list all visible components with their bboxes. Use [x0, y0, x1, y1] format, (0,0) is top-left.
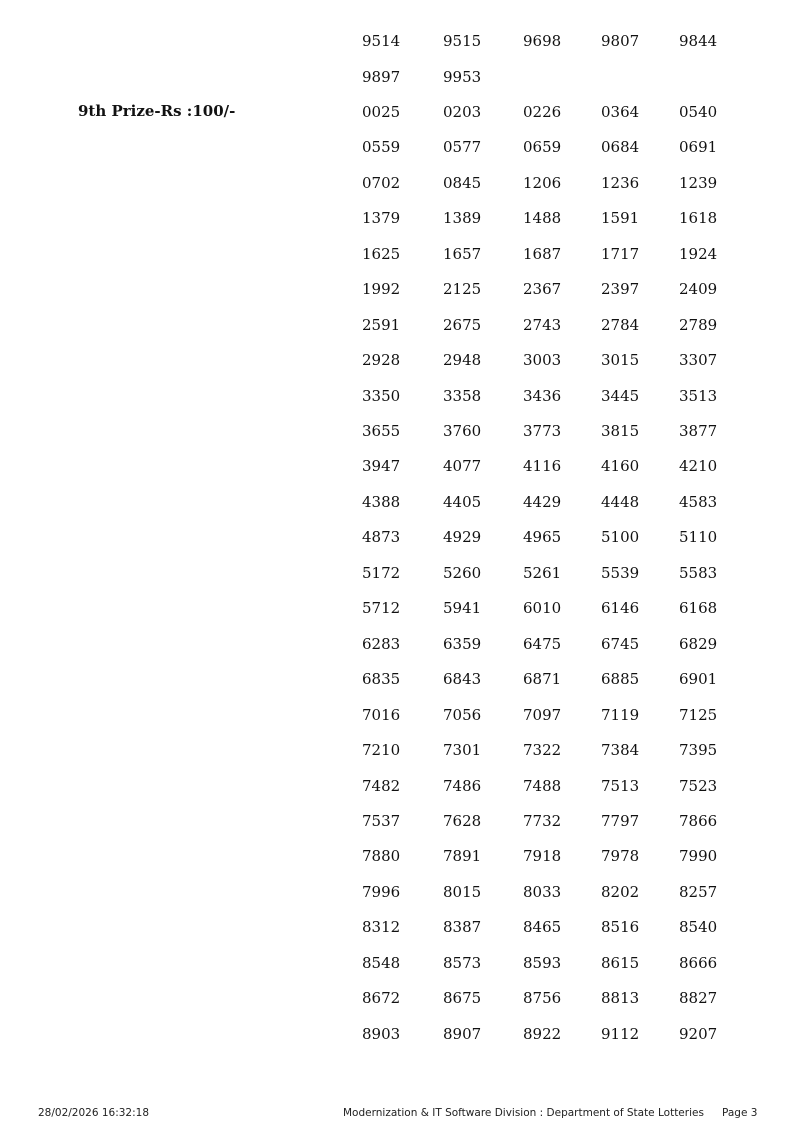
winning-number: 7482 — [362, 776, 401, 795]
winning-number: 2675 — [443, 315, 482, 334]
winning-number: 2591 — [362, 315, 401, 334]
winning-number: 1379 — [362, 209, 401, 228]
winning-number: 6475 — [523, 634, 562, 653]
number-row — [0, 315, 800, 335]
winning-number: 2397 — [601, 280, 640, 299]
winning-number: 1591 — [601, 209, 640, 228]
winning-number: 9514 — [362, 32, 401, 50]
number-row — [0, 846, 800, 866]
winning-number: 8540 — [679, 918, 718, 937]
winning-number: 6871 — [523, 670, 562, 689]
winning-number: 6146 — [601, 599, 640, 618]
winning-number: 9844 — [679, 32, 718, 50]
winning-number: 7301 — [443, 741, 482, 759]
number-row — [0, 598, 800, 618]
winning-number: 8387 — [443, 918, 482, 937]
winning-number: 9698 — [523, 32, 562, 50]
number-row — [0, 1024, 800, 1044]
winning-number: 6010 — [523, 599, 562, 618]
winning-number: 0577 — [443, 138, 482, 157]
prize-label: 9th Prize-Rs :100/- — [78, 102, 236, 120]
footer-timestamp: 28/02/2026 16:32:18 — [38, 1107, 150, 1119]
winning-number: 9207 — [679, 1024, 718, 1043]
winning-number: 8202 — [601, 882, 640, 901]
winning-number: 3436 — [523, 386, 562, 405]
winning-number: 6283 — [362, 634, 401, 653]
winning-number: 3445 — [601, 386, 640, 405]
winning-number: 3513 — [679, 386, 718, 405]
winning-number: 8675 — [443, 989, 482, 1008]
winning-number: 4077 — [443, 457, 482, 476]
winning-number: 7210 — [362, 741, 401, 759]
winning-number: 1236 — [601, 173, 640, 192]
number-row — [0, 456, 800, 476]
winning-number: 7978 — [601, 847, 640, 866]
winning-number: 8922 — [523, 1024, 562, 1043]
winning-number: 7523 — [679, 776, 718, 795]
winning-number: 6885 — [601, 670, 640, 689]
winning-number: 5583 — [679, 563, 718, 582]
number-row — [0, 421, 800, 441]
winning-number: 7125 — [679, 705, 718, 724]
winning-number: 8573 — [443, 953, 482, 972]
winning-number: 6835 — [362, 670, 401, 689]
winning-number: 3350 — [362, 386, 401, 405]
winning-number: 4583 — [679, 492, 718, 511]
winning-number: 5712 — [362, 599, 401, 618]
winning-number: 8907 — [443, 1024, 482, 1043]
winning-number: 7996 — [362, 882, 401, 901]
winning-number: 3760 — [443, 422, 482, 440]
winning-number: 5941 — [443, 599, 482, 618]
winning-number: 4388 — [362, 492, 401, 511]
winning-number: 7322 — [523, 741, 562, 759]
winning-number: 5539 — [601, 563, 640, 582]
winning-number: 8257 — [679, 882, 718, 901]
winning-number: 1618 — [679, 209, 718, 228]
number-row — [0, 386, 800, 406]
winning-number: 7537 — [362, 811, 401, 830]
winning-number: 4965 — [523, 528, 562, 547]
footer-page-number: Page 3 — [722, 1107, 758, 1119]
winning-number: 6359 — [443, 634, 482, 653]
winning-number: 5261 — [523, 563, 562, 582]
winning-number: 1717 — [601, 244, 640, 263]
winning-number: 9807 — [601, 32, 640, 50]
winning-number: 6829 — [679, 634, 718, 653]
winning-number: 0659 — [523, 138, 562, 157]
winning-number: 2409 — [679, 280, 718, 299]
winning-number: 3003 — [523, 351, 562, 370]
winning-number: 7488 — [523, 776, 562, 795]
winning-number: 2948 — [443, 351, 482, 370]
winning-number: 2784 — [601, 315, 640, 334]
number-row — [0, 208, 800, 228]
number-row — [0, 67, 800, 87]
footer-division: Modernization & IT Software Division : Department of State Lotteries — [343, 1107, 704, 1119]
winning-number: 0684 — [601, 138, 640, 157]
winning-number: 7797 — [601, 811, 640, 830]
number-row — [0, 882, 800, 902]
winning-number: 9515 — [443, 32, 482, 50]
winning-number: 5110 — [679, 528, 718, 547]
winning-number: 0364 — [601, 102, 640, 121]
winning-number: 7486 — [443, 776, 482, 795]
winning-number: 4116 — [523, 457, 562, 476]
number-row — [0, 350, 800, 370]
winning-number: 8756 — [523, 989, 562, 1008]
winning-number: 8033 — [523, 882, 562, 901]
number-row — [0, 244, 800, 264]
winning-number: 4929 — [443, 528, 482, 547]
winning-number: 7732 — [523, 811, 562, 830]
winning-number: 2928 — [362, 351, 401, 370]
winning-number: 6901 — [679, 670, 718, 689]
winning-number: 1239 — [679, 173, 718, 192]
winning-number: 5260 — [443, 563, 482, 582]
winning-number: 7918 — [523, 847, 562, 866]
winning-number: 3877 — [679, 422, 718, 440]
winning-number: 2367 — [523, 280, 562, 299]
winning-number: 8593 — [523, 953, 562, 972]
winning-number: 2125 — [443, 280, 482, 299]
number-row — [0, 102, 800, 122]
winning-number: 3307 — [679, 351, 718, 370]
winning-number: 0025 — [362, 102, 401, 121]
winning-number: 1687 — [523, 244, 562, 263]
winning-number: 1657 — [443, 244, 482, 263]
winning-number: 3655 — [362, 422, 401, 440]
winning-number: 8666 — [679, 953, 718, 972]
number-row — [0, 988, 800, 1008]
number-row — [0, 776, 800, 796]
number-row — [0, 563, 800, 583]
winning-number: 4405 — [443, 492, 482, 511]
number-row — [0, 492, 800, 512]
winning-number: 7395 — [679, 741, 718, 759]
winning-number: 1206 — [523, 173, 562, 192]
winning-number: 7891 — [443, 847, 482, 866]
winning-number: 7097 — [523, 705, 562, 724]
winning-number: 3015 — [601, 351, 640, 370]
winning-number: 2789 — [679, 315, 718, 334]
winning-number: 6843 — [443, 670, 482, 689]
winning-number: 1625 — [362, 244, 401, 263]
number-row — [0, 705, 800, 725]
winning-number: 1992 — [362, 280, 401, 299]
winning-number: 8903 — [362, 1024, 401, 1043]
winning-number: 3773 — [523, 422, 562, 440]
number-row — [0, 669, 800, 689]
number-row — [0, 811, 800, 831]
winning-number: 4210 — [679, 457, 718, 476]
winning-number: 0540 — [679, 102, 718, 121]
number-row — [0, 31, 800, 51]
winning-number: 0845 — [443, 173, 482, 192]
winning-number: 5100 — [601, 528, 640, 547]
winning-number: 7016 — [362, 705, 401, 724]
winning-number: 7866 — [679, 811, 718, 830]
winning-number: 8672 — [362, 989, 401, 1008]
winning-number: 8813 — [601, 989, 640, 1008]
winning-number: 4160 — [601, 457, 640, 476]
winning-number: 1488 — [523, 209, 562, 228]
winning-number: 7990 — [679, 847, 718, 866]
winning-number: 7513 — [601, 776, 640, 795]
winning-number: 0203 — [443, 102, 482, 121]
winning-number: 1924 — [679, 244, 718, 263]
winning-number: 3358 — [443, 386, 482, 405]
winning-number: 7119 — [601, 705, 640, 724]
winning-number: 0226 — [523, 102, 562, 121]
number-row — [0, 279, 800, 299]
winning-number: 4873 — [362, 528, 401, 547]
winning-number: 3815 — [601, 422, 640, 440]
number-row — [0, 137, 800, 157]
number-row — [0, 740, 800, 760]
winning-number: 4429 — [523, 492, 562, 511]
winning-number: 7056 — [443, 705, 482, 724]
winning-number: 8465 — [523, 918, 562, 937]
winning-number: 7628 — [443, 811, 482, 830]
winning-number: 2743 — [523, 315, 562, 334]
number-row — [0, 173, 800, 193]
number-row — [0, 634, 800, 654]
winning-number: 8516 — [601, 918, 640, 937]
winning-number: 8548 — [362, 953, 401, 972]
winning-number: 6745 — [601, 634, 640, 653]
number-row — [0, 527, 800, 547]
winning-number: 8015 — [443, 882, 482, 901]
winning-number: 9897 — [362, 67, 401, 86]
winning-number: 0559 — [362, 138, 401, 157]
number-row — [0, 953, 800, 973]
winning-number: 0691 — [679, 138, 718, 157]
winning-number: 0702 — [362, 173, 401, 192]
winning-number: 6168 — [679, 599, 718, 618]
winning-number: 4448 — [601, 492, 640, 511]
winning-number: 1389 — [443, 209, 482, 228]
winning-number: 9953 — [443, 67, 482, 86]
winning-number: 9112 — [601, 1024, 640, 1043]
winning-number: 7384 — [601, 741, 640, 759]
winning-number: 8312 — [362, 918, 401, 937]
winning-number: 8827 — [679, 989, 718, 1008]
winning-number: 8615 — [601, 953, 640, 972]
winning-number: 5172 — [362, 563, 401, 582]
number-row — [0, 917, 800, 937]
winning-number: 7880 — [362, 847, 401, 866]
winning-number: 3947 — [362, 457, 401, 476]
